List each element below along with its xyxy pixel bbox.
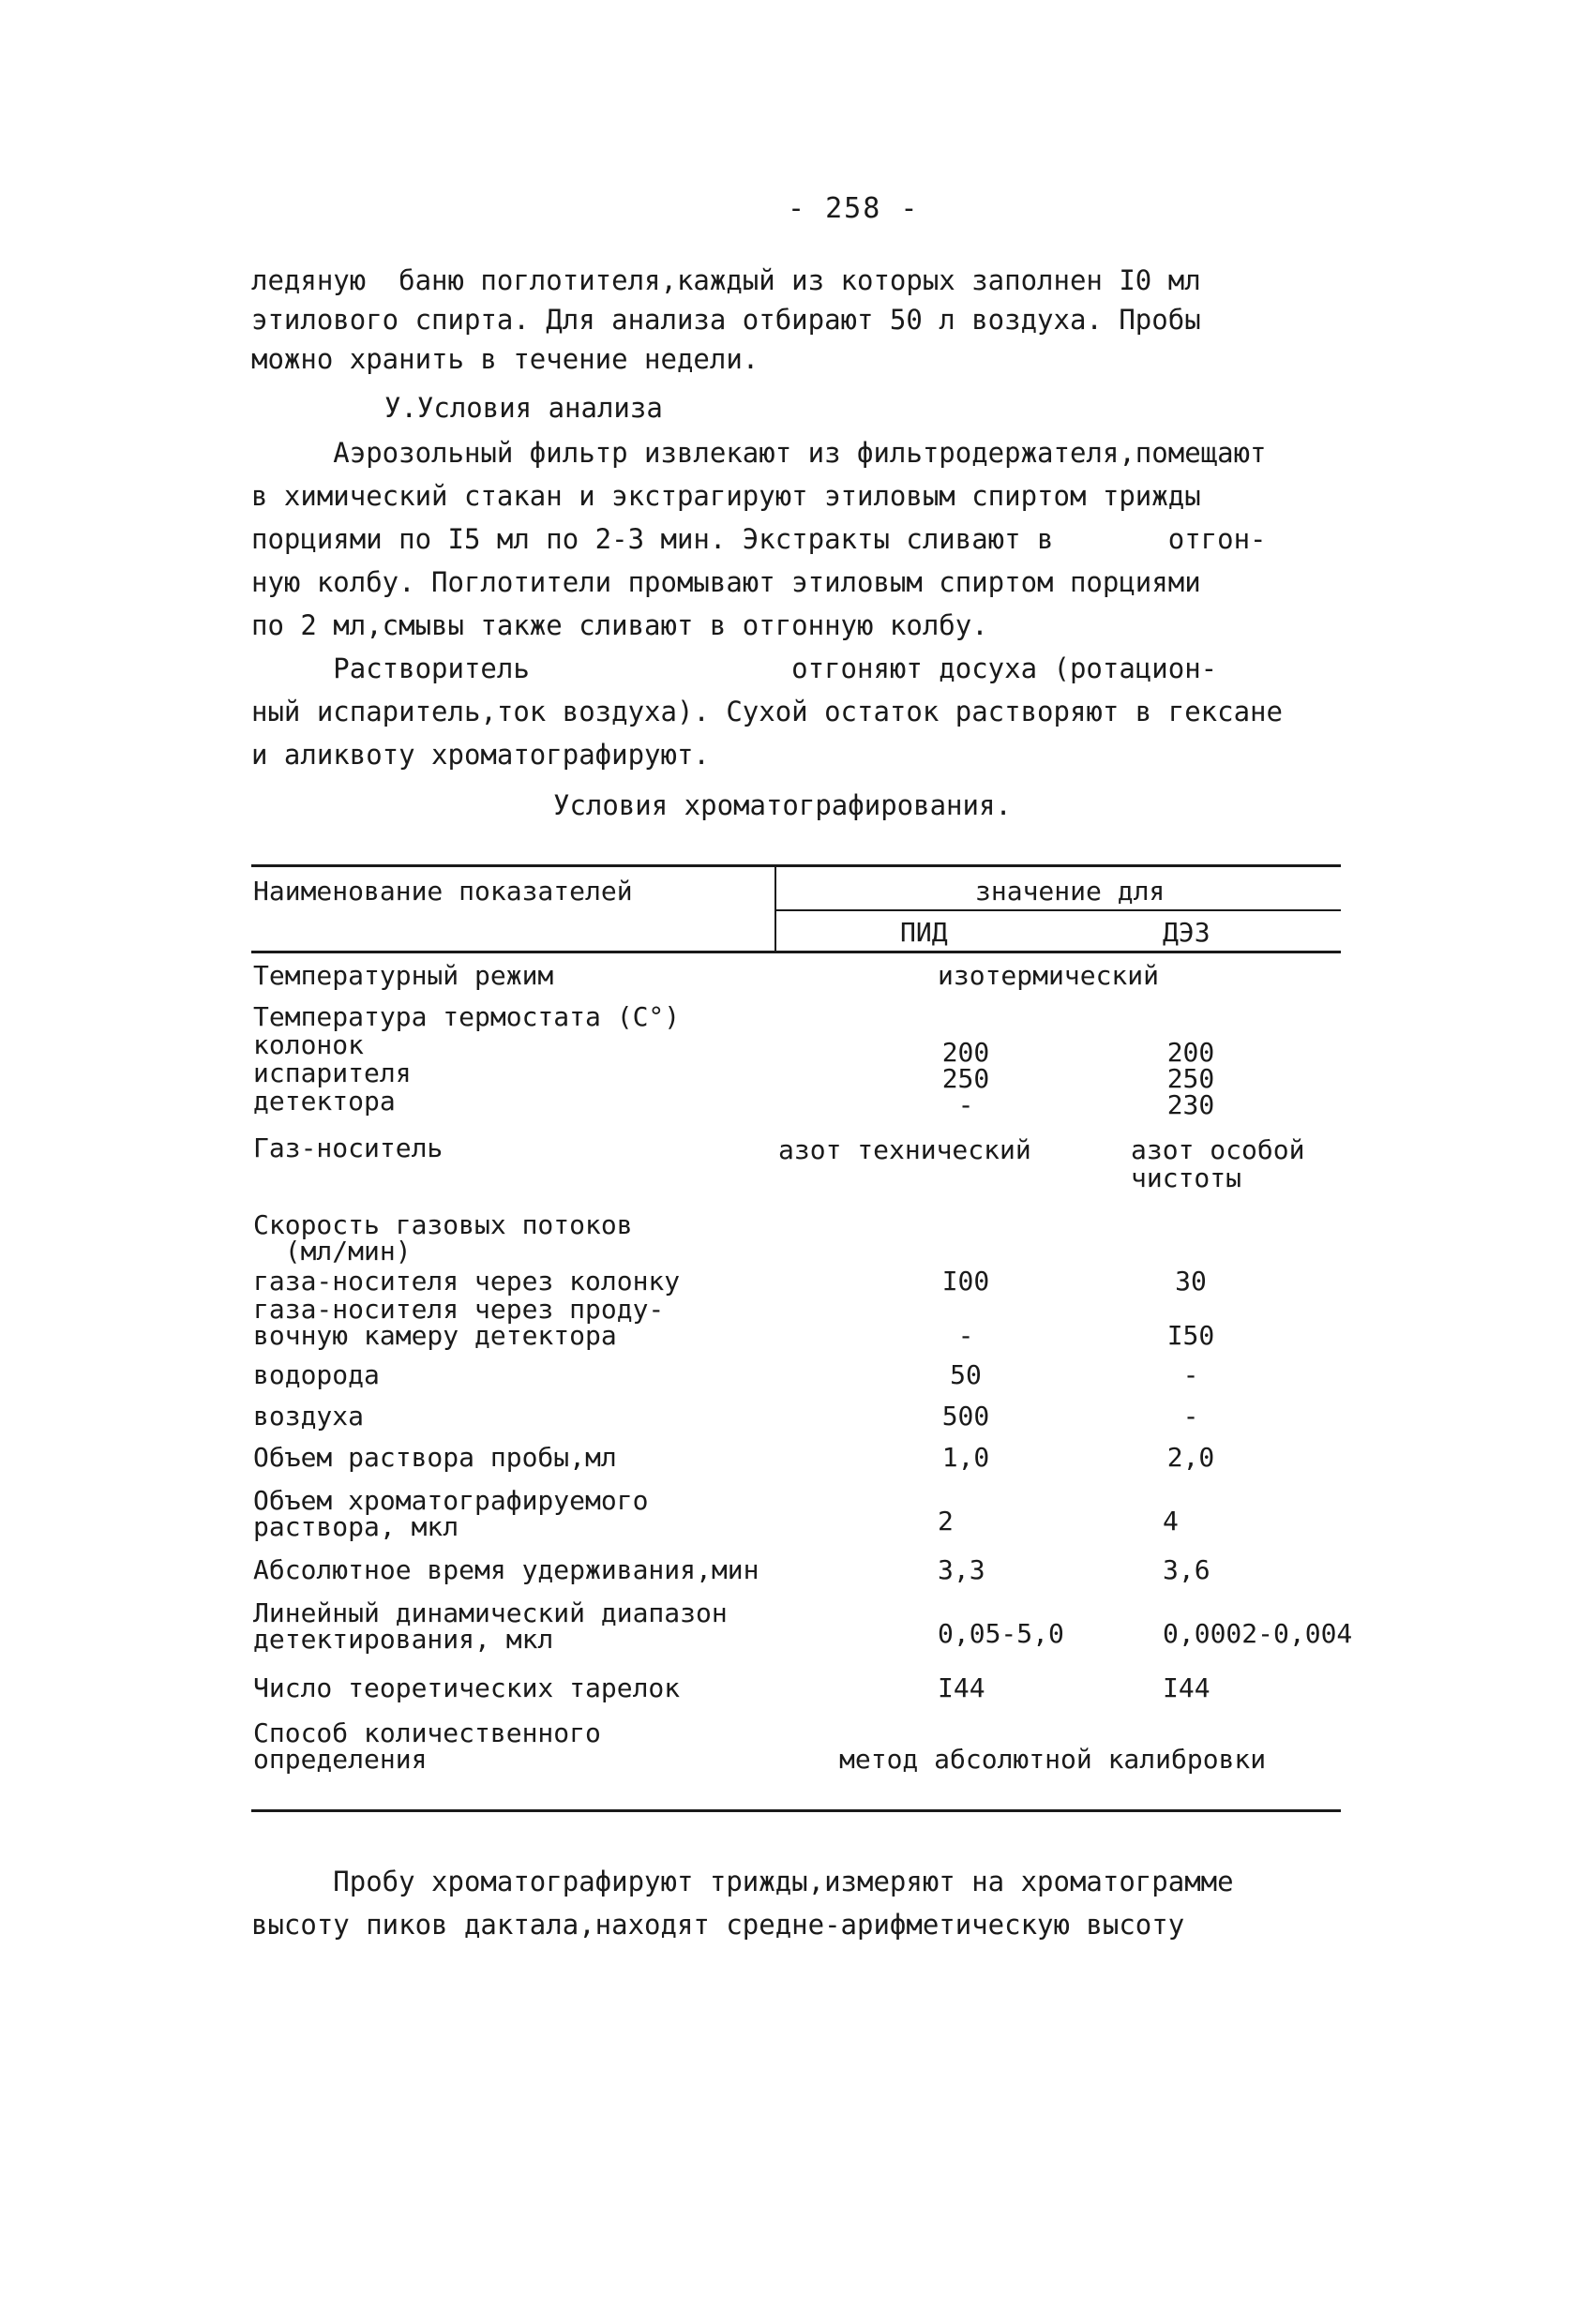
table-caption: Условия хроматографирования. bbox=[553, 789, 1012, 821]
dez-value: 200 bbox=[1166, 1037, 1215, 1068]
table-bottom-rule bbox=[251, 1809, 1341, 1812]
pid-value: 3,3 bbox=[938, 1554, 985, 1585]
pid-value: азот технический bbox=[778, 1134, 1031, 1165]
dez-value: I44 bbox=[1163, 1672, 1211, 1703]
analysis-line-5: по 2 мл,смывы также сливают в отгонную колбу. bbox=[251, 609, 988, 641]
pid-value: - bbox=[957, 1320, 974, 1351]
intro-line-3: можно хранить в течение недели. bbox=[251, 343, 759, 375]
row-label: Скорость газовых потоков bbox=[253, 1209, 633, 1240]
pid-value: - bbox=[957, 1089, 974, 1120]
row-label-line2: детектирования, мкл bbox=[253, 1624, 554, 1655]
row-label: газа-носителя через колонку bbox=[253, 1266, 681, 1297]
row-label: Объем хроматографируемого bbox=[253, 1485, 649, 1516]
row-label: Абсолютное время удерживания,мин bbox=[253, 1554, 759, 1585]
header-pid: ПИД bbox=[900, 917, 948, 948]
pid-value: 2 bbox=[938, 1506, 954, 1537]
table-header-divider bbox=[774, 864, 776, 951]
analysis-line-1: Аэрозольный фильтр извлекают из фильтродержателя,помещают bbox=[251, 437, 1267, 469]
dez-value: 30 bbox=[1175, 1266, 1207, 1297]
row-merged-value: изотермический bbox=[938, 960, 1160, 991]
pid-value: 50 bbox=[950, 1359, 982, 1390]
header-dez: ДЭЗ bbox=[1163, 917, 1211, 948]
pid-value: 0,05-5,0 bbox=[938, 1618, 1064, 1649]
row-label: колонок bbox=[253, 1029, 365, 1060]
row-label: газа-носителя через проду- bbox=[253, 1294, 665, 1325]
dez-value: 3,6 bbox=[1163, 1554, 1211, 1585]
dez-value: - bbox=[1182, 1401, 1199, 1432]
table-top-rule bbox=[251, 864, 1341, 867]
dez-value: 230 bbox=[1166, 1089, 1215, 1120]
dez-value: 0,0002-0,004 bbox=[1163, 1618, 1353, 1649]
dez-value: 2,0 bbox=[1166, 1442, 1215, 1473]
analysis-line-2: в химический стакан и экстрагируют этиловым спиртом трижды bbox=[251, 480, 1201, 512]
analysis-line-6: Растворитель отгоняют досуха (ротацион- bbox=[251, 652, 1218, 684]
pid-value: I44 bbox=[938, 1672, 985, 1703]
row-label: Объем раствора пробы,мл bbox=[253, 1442, 617, 1473]
pid-value: 1,0 bbox=[941, 1442, 990, 1473]
closing-line-1: Пробу хроматографируют трижды,измеряют на хроматограмме bbox=[251, 1866, 1234, 1897]
page-number: - 258 - bbox=[788, 192, 920, 225]
header-param: Наименование показателей bbox=[253, 876, 633, 907]
analysis-line-3: порциями по I5 мл по 2-3 мин. Экстракты сливают в отгон- bbox=[251, 523, 1267, 555]
analysis-line-7: ный испаритель,ток воздуха). Сухой остаток растворяют в гексане bbox=[251, 696, 1283, 727]
row-label: Число теоретических тарелок bbox=[253, 1672, 681, 1703]
pid-value: 500 bbox=[941, 1401, 990, 1432]
row-label-line2: раствора, мкл bbox=[253, 1511, 459, 1542]
pid-value: 200 bbox=[941, 1037, 990, 1068]
closing-line-2: высоту пиков дактала,находят средне-арифметическую высоту bbox=[251, 1909, 1185, 1941]
pid-value: 250 bbox=[941, 1063, 990, 1094]
row-label: Температура термостата (С°) bbox=[253, 1001, 681, 1032]
row-label: Газ-носитель bbox=[253, 1132, 444, 1163]
row-label: водорода bbox=[253, 1359, 380, 1390]
row-label: Способ количественного bbox=[253, 1717, 601, 1748]
row-label: Температурный режим bbox=[253, 960, 554, 991]
dez-value: I50 bbox=[1166, 1320, 1215, 1351]
row-label-line2: определения bbox=[253, 1744, 428, 1775]
analysis-line-4: ную колбу. Поглотители промывают этиловым спиртом порциями bbox=[251, 566, 1201, 598]
intro-line-2: этилового спирта. Для анализа отбирают 50 л воздуха. Пробы bbox=[251, 304, 1201, 336]
analysis-line-8: и аликвоту хроматографируют. bbox=[251, 739, 710, 771]
row-label: испарителя bbox=[253, 1057, 412, 1088]
dez-value: азот особой чистоты bbox=[1131, 1134, 1305, 1193]
section-heading: У.Условия анализа bbox=[384, 392, 663, 424]
row-label: детектора bbox=[253, 1086, 396, 1117]
table-subheader-rule bbox=[776, 909, 1341, 911]
intro-line-1: ледяную баню поглотителя,каждый из которых заполнен I0 мл bbox=[251, 264, 1201, 296]
row-label-line2: (мл/мин) bbox=[253, 1236, 412, 1267]
dez-value: 4 bbox=[1163, 1506, 1179, 1537]
row-label-line2: вочную камеру детектора bbox=[253, 1320, 617, 1351]
row-label: воздуха bbox=[253, 1401, 365, 1432]
table-header-bottom-rule bbox=[251, 951, 1341, 953]
pid-value: I00 bbox=[941, 1266, 990, 1297]
dez-value: - bbox=[1182, 1359, 1199, 1390]
row-merged-value: метод абсолютной калибровки bbox=[839, 1744, 1267, 1775]
dez-value: 250 bbox=[1166, 1063, 1215, 1094]
header-group: значение для bbox=[975, 876, 1165, 907]
row-label: Линейный динамический диапазон bbox=[253, 1597, 728, 1628]
